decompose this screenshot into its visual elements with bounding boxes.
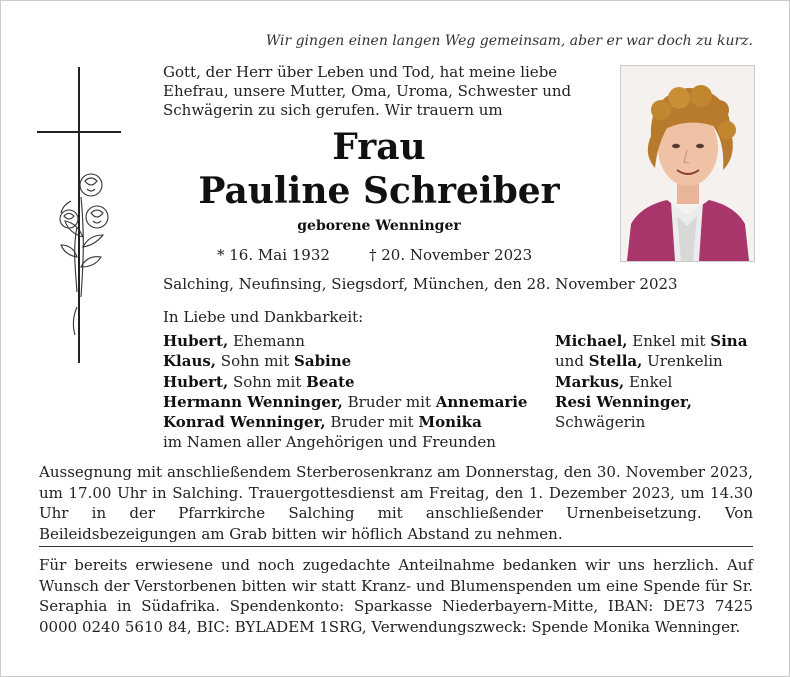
portrait-illustration: [621, 66, 754, 261]
mourner-relation: Ehemann: [228, 332, 305, 350]
mourner-name: Hermann Wenninger,: [163, 392, 343, 411]
mourner-name: Konrad Wenninger,: [163, 413, 326, 432]
mourner-partner: Stella,: [588, 352, 643, 371]
mourner-name: Klaus,: [163, 352, 217, 371]
mourner-name: Markus,: [555, 372, 625, 391]
list-item: [163, 351, 527, 371]
birth-date: * 16. Mai 1932: [217, 246, 330, 264]
mourner-relation: und: [555, 352, 589, 371]
list-item: [555, 412, 747, 432]
mourner-relation: Enkel mit: [627, 332, 711, 350]
mourner-partner: Annemarie: [435, 392, 528, 411]
intro-line: Ehefrau, unsere Mutter, Oma, Uroma, Schwester und: [163, 82, 572, 100]
death-date: † 20. November 2023: [369, 246, 533, 264]
mourner-partner: Beate: [306, 372, 355, 391]
list-item: [555, 372, 747, 392]
mourner-name: Hubert,: [163, 332, 229, 350]
salutation: Frau: [332, 126, 426, 168]
list-item: [555, 351, 747, 371]
mourner-relation: Sohn mit: [228, 372, 307, 391]
place-and-date: Salching, Neufinsing, Siegsdorf, München, den 28. November 2023: [163, 275, 678, 293]
mourner-relation: Bruder mit: [325, 413, 419, 432]
intro-text: [163, 63, 603, 120]
love-line: In Liebe und Dankbarkeit:: [163, 308, 364, 326]
mourners-closing: im Namen aller Angehörigen und Freunden: [163, 433, 496, 452]
list-item: [163, 331, 527, 351]
mourner-name: Resi Wenninger,: [555, 392, 693, 411]
list-item: [555, 392, 747, 412]
intro-line: Gott, der Herr über Leben und Tod, hat meine liebe: [163, 63, 558, 81]
list-item: [163, 392, 527, 412]
service-info: Aussegnung mit anschließendem Sterberosenkranz am Donnerstag, den 30. November 2023, um 17.00 Uhr in Salching. Trauergottesdienst am Freitag, den 1. Dezember 2023, um 14.30 Uhr in der Pfarrkirche Salching mit anschließender Urnenbeisetzung. Von Beileidsbezeigungen am Grab bitten wir höflich Abstand zu nehmen.: [39, 463, 753, 543]
mourner-relation: Enkel: [624, 372, 673, 391]
portrait-photo: [620, 65, 755, 262]
list-item: [163, 372, 527, 392]
thanks-info: Für bereits erwiesene und noch zugedachte Anteilnahme bedanken wir uns herzlich. Auf Wunsch der Verstorbenen bitten wir statt Kranz- und Blumenspenden um eine Spende für Sr. Seraphia in Südafrika. Spendenkonto: Sparkasse Niederbayern-Mitte, IBAN: DE73 7425 0000 0240 5610 84, BIC: BYLADEM 1SRG, Verwendungszweck: Spende Monika Wenninger.: [39, 556, 753, 636]
cross-with-roses-icon: [37, 67, 121, 363]
mourner-partner: Sina: [710, 332, 748, 350]
mourners-right: [555, 331, 747, 432]
birth-name: geborene Wenninger: [297, 218, 461, 234]
mourners-left: [163, 331, 527, 453]
motto: Wir gingen einen langen Weg gemeinsam, aber er war doch zu kurz.: [265, 33, 753, 49]
mourner-relation: Schwägerin: [555, 413, 646, 432]
mourner-partner: Sabine: [294, 352, 352, 371]
deceased-name: Pauline Schreiber: [198, 170, 560, 212]
mourner-relation: Bruder mit: [342, 392, 436, 411]
mourner-relation: Urenkelin: [642, 352, 723, 371]
list-item: [163, 412, 527, 432]
divider: [39, 546, 753, 547]
mourner-name: Michael,: [555, 332, 628, 350]
list-item: [555, 331, 747, 351]
intro-line: Schwägerin zu sich gerufen. Wir trauern um: [163, 101, 503, 119]
mourner-partner: Monika: [418, 413, 482, 432]
mourner-name: Hubert,: [163, 372, 229, 391]
mourner-relation: Sohn mit: [216, 352, 295, 371]
